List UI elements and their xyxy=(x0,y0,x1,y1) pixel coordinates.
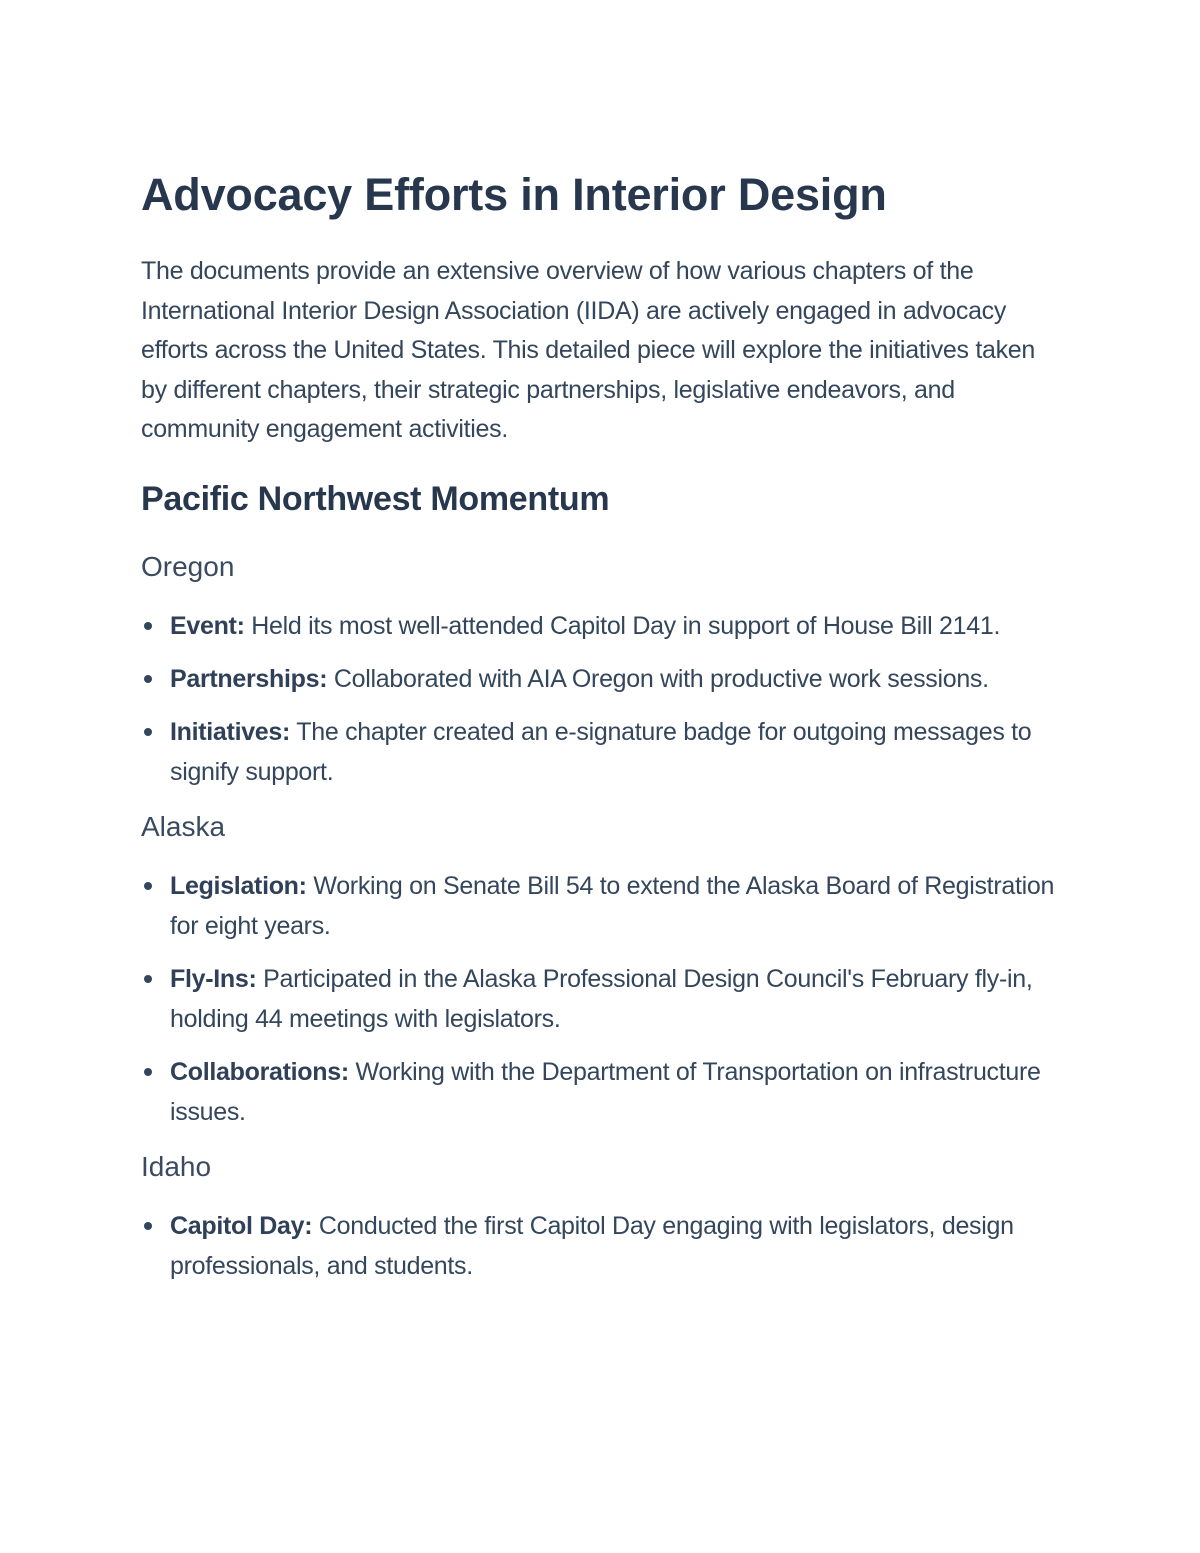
state-list-alaska xyxy=(141,866,1061,1132)
state-list-idaho xyxy=(141,1206,1061,1286)
state-heading-idaho: Idaho xyxy=(141,1150,212,1182)
bullet-icon xyxy=(144,622,152,630)
label-colon: : xyxy=(236,611,245,640)
item-label: Fly-Ins xyxy=(170,964,249,993)
item-text: Working with the Department of Transportation on infrastructure issues. xyxy=(170,1057,1041,1126)
bullet-icon xyxy=(144,975,152,983)
intro-paragraph: The documents provide an extensive overview of how various chapters of the International Interior Design Association (IIDA) are actively engaged in advocacy efforts across the United States. This detailed piece will explore the initiatives taken by different chapters, their strategic partnerships, legislative endeavors, and community engagement activities. xyxy=(141,257,1035,443)
bullet-icon xyxy=(144,1068,152,1076)
document-page xyxy=(141,168,1061,1286)
label-colon: : xyxy=(340,1057,349,1086)
bullet-icon xyxy=(144,675,152,683)
item-label: Initiatives xyxy=(170,717,283,746)
item-text: Held its most well-attended Capitol Day in support of House Bill 2141. xyxy=(244,611,1001,640)
item-text: Participated in the Alaska Professional Design Council's February fly-in, holding 44 meetings with legislators. xyxy=(170,964,1033,1033)
item-label: Partnerships xyxy=(170,664,320,693)
item-label: Event xyxy=(170,611,237,640)
section-title: Pacific Northwest Momentum xyxy=(141,479,610,518)
item-text: Working on Senate Bill 54 to extend the Alaska Board of Registration for eight years. xyxy=(170,871,1055,940)
bullet-icon xyxy=(144,728,152,736)
list-item xyxy=(141,1206,1061,1286)
item-text: Collaborated with AIA Oregon with productive work sessions. xyxy=(327,664,989,693)
label-colon: : xyxy=(298,871,307,900)
item-label: Legislation xyxy=(170,871,299,900)
state-heading-oregon: Oregon xyxy=(141,550,235,582)
label-colon: : xyxy=(282,717,291,746)
list-item xyxy=(141,606,1061,646)
item-label: Capitol Day xyxy=(170,1211,305,1240)
bullet-icon xyxy=(144,1222,152,1230)
item-text: Conducted the first Capitol Day engaging with legislators, design professionals, and students. xyxy=(170,1211,1014,1280)
state-list-oregon xyxy=(141,606,1061,792)
list-item xyxy=(141,866,1061,946)
label-colon: : xyxy=(319,664,328,693)
label-colon: : xyxy=(304,1211,313,1240)
list-item xyxy=(141,1052,1061,1132)
state-heading-alaska: Alaska xyxy=(141,810,226,842)
list-item xyxy=(141,659,1061,699)
list-item xyxy=(141,712,1061,792)
document-title: Advocacy Efforts in Interior Design xyxy=(141,169,887,220)
list-item xyxy=(141,959,1061,1039)
label-colon: : xyxy=(248,964,257,993)
item-label: Collaborations xyxy=(170,1057,341,1086)
bullet-icon xyxy=(144,882,152,890)
item-text: The chapter created an e-signature badge for outgoing messages to signify support. xyxy=(170,717,1032,786)
